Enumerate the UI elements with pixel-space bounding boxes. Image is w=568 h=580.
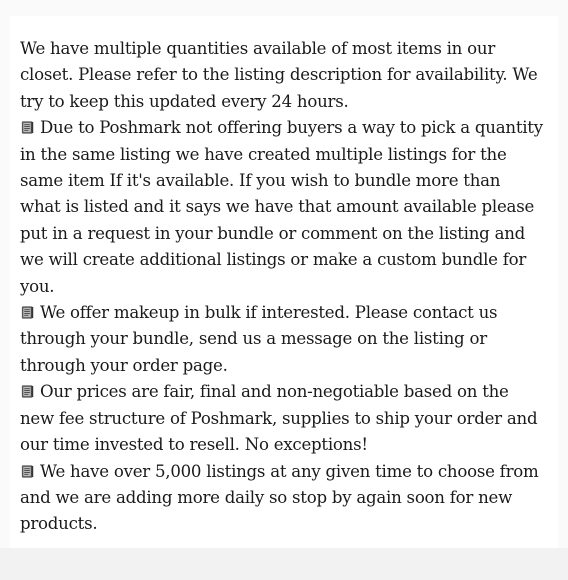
bottom-margin <box>0 548 568 580</box>
listing-policy-text <box>20 36 544 538</box>
paragraph-bulk-makeup <box>20 300 544 379</box>
paragraph-multiple-listings <box>20 115 544 300</box>
text-card <box>10 16 558 548</box>
paragraph-availability <box>20 36 544 115</box>
paragraph-text: Our prices are fair, final and non-negotiable based on the new fee structure of Poshmark, supplies to ship your order and our time invested to resell. No exceptions! <box>20 382 538 455</box>
paragraph-prices <box>20 379 544 458</box>
book-icon <box>20 120 35 135</box>
paragraph-text: We have over 5,000 listings at any given time to choose from and we are adding more daily so stop by again soon for new products. <box>20 461 539 534</box>
book-icon <box>20 464 35 479</box>
book-icon <box>20 305 35 320</box>
paragraph-listings-count <box>20 459 544 538</box>
paragraph-text: We offer makeup in bulk if interested. Please contact us through your bundle, send us a message on the listing or through your order page. <box>20 303 498 375</box>
book-icon <box>20 384 35 399</box>
paragraph-text: We have multiple quantities available of most items in our closet. Please refer to the listing description for availability. We try to keep this updated every 24 hours. <box>20 39 538 111</box>
paragraph-text: Due to Poshmark not offering buyers a way to pick a quantity in the same listing we have created multiple listings for the same item If it's available. If you wish to bundle more than what is listed and it says we have that amount available please put in a request in your bundle or comment on the listing and we will create additional listings or make a custom bundle for you. <box>20 118 543 296</box>
